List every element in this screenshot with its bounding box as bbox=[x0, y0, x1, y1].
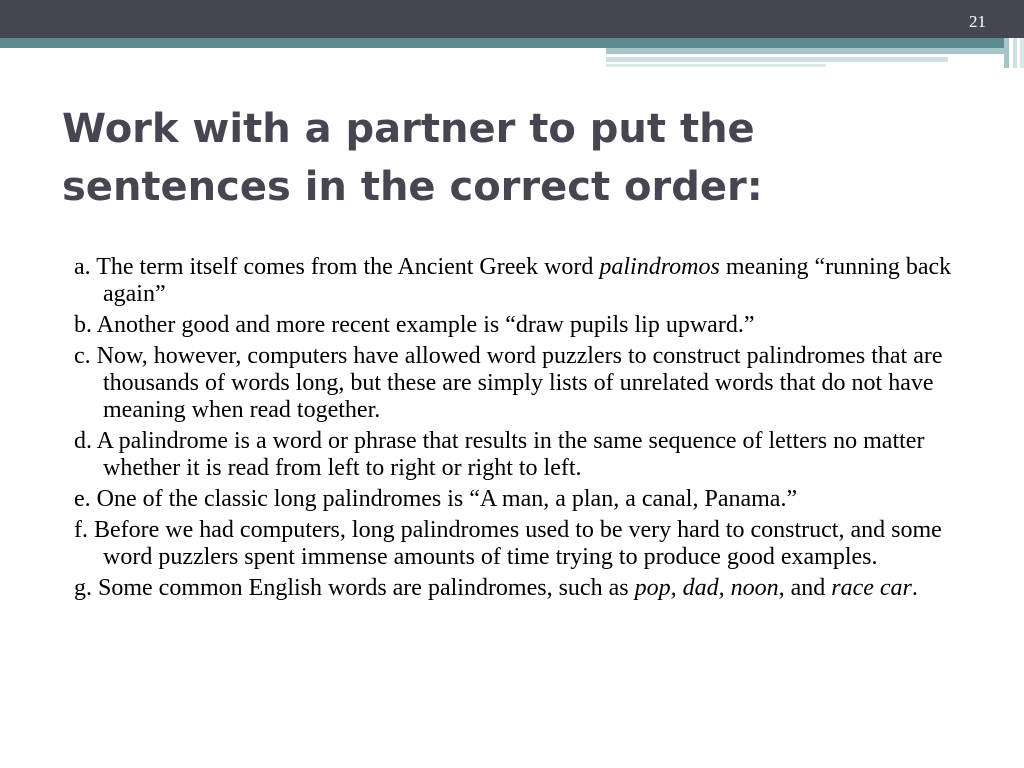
sentence-item bbox=[74, 517, 974, 571]
sentence-text: a. The term itself comes from the Ancient Greek word bbox=[74, 254, 600, 280]
sentence-text: g. Some common English words are palindromes, such as bbox=[74, 575, 635, 601]
sentence-item bbox=[74, 428, 974, 482]
slide-number: 21 bbox=[969, 12, 986, 31]
slide-title bbox=[62, 100, 962, 216]
decorative-stripe bbox=[1004, 38, 1009, 68]
sentence-item bbox=[74, 312, 974, 339]
decorative-stripe bbox=[606, 64, 826, 67]
sentence-italic: palindromos bbox=[599, 254, 720, 280]
decorative-stripe bbox=[606, 48, 1004, 54]
sentence-item bbox=[74, 343, 974, 424]
sentence-text: c. Now, however, computers have allowed word puzzlers to construct palindromes that are thousands of words long, but these are simply lists of unrelated words that do not have meaning when read together. bbox=[74, 343, 943, 423]
sentence-item bbox=[74, 486, 974, 513]
decorative-stripe bbox=[606, 57, 948, 62]
header-bar bbox=[0, 0, 1024, 38]
decorative-band bbox=[0, 38, 1004, 48]
sentence-item bbox=[74, 575, 974, 602]
sentence-text: meaning “running back again” bbox=[103, 254, 952, 307]
sentence-text: e. One of the classic long palindromes is “A man, a plan, a canal, Panama.” bbox=[74, 486, 798, 512]
decorative-stripe bbox=[1020, 38, 1024, 68]
decorative-stripe bbox=[1013, 38, 1017, 68]
sentence-text: and bbox=[784, 575, 832, 601]
sentence-italic: race car bbox=[831, 575, 912, 601]
sentence-text: b. Another good and more recent example is “draw pupils lip upward.” bbox=[74, 312, 755, 338]
sentence-text: f. Before we had computers, long palindromes used to be very hard to construct, and some word puzzlers spent immense amounts of time trying to produce good examples. bbox=[74, 517, 942, 570]
title-line: sentences in the correct order: bbox=[62, 164, 763, 210]
sentence-text: d. A palindrome is a word or phrase that results in the same sequence of letters no matter whether it is read from left to right or right to left. bbox=[74, 428, 925, 481]
sentence-italic: pop, dad, noon, bbox=[634, 575, 785, 601]
sentence-item bbox=[74, 254, 974, 308]
sentence-text: . bbox=[911, 575, 918, 601]
sentence-list bbox=[74, 254, 974, 606]
title-line: Work with a partner to put the bbox=[62, 106, 755, 152]
